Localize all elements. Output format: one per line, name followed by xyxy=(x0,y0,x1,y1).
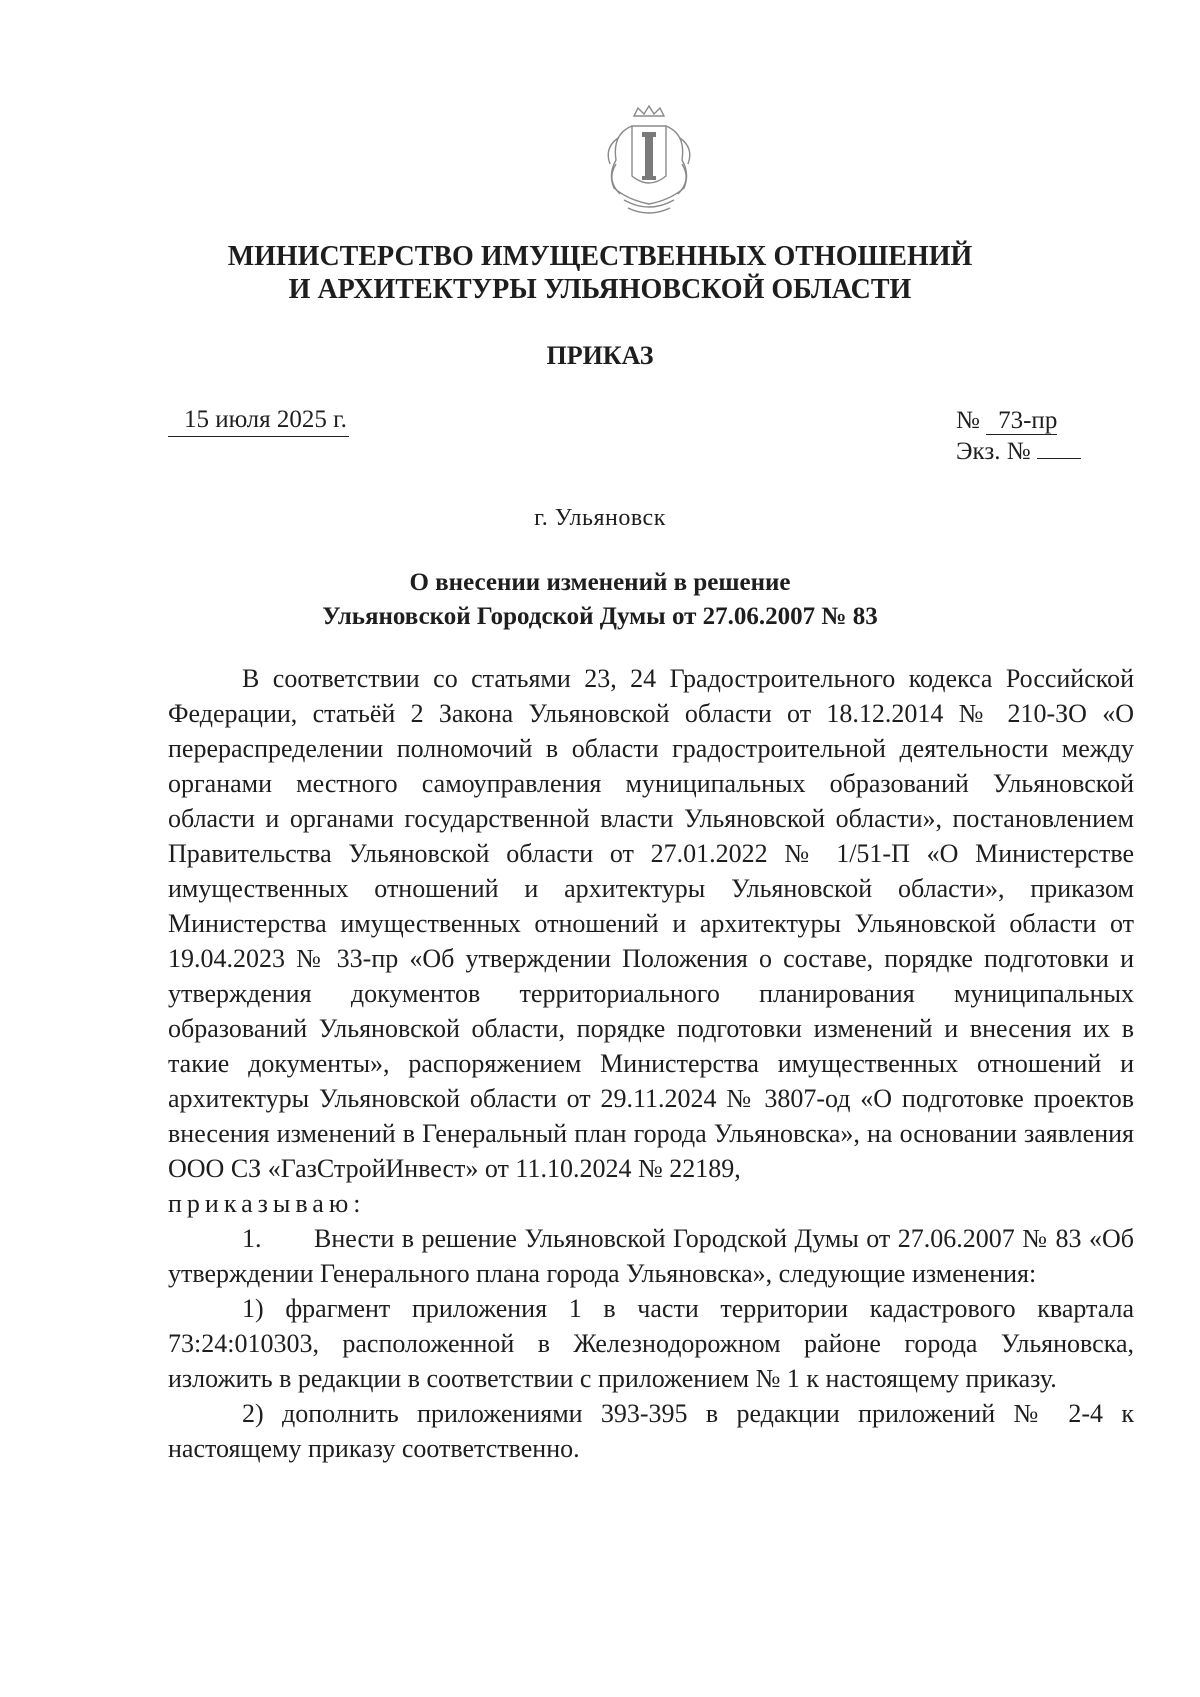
document-type: ПРИКАЗ xyxy=(546,341,654,370)
order-number xyxy=(956,405,1081,436)
subject-line2: Ульяновской Городской Думы от 27.06.2007 № 83 xyxy=(322,603,878,630)
number-label: № xyxy=(956,407,980,434)
item-1-text: Внести в решение Ульяновской Городской Думы от 27.06.2007 № 83 «Об утверждении Генерального плана города Ульяновска», следующие изменения: xyxy=(168,1224,1134,1288)
ministry-name xyxy=(0,240,1200,306)
number-value: 73-пр xyxy=(986,407,1057,435)
item-1 xyxy=(168,1221,1134,1291)
preamble-paragraph: В соответствии со статьями 23, 24 Градостроительного кодекса Российской Федерации, статьёй 2 Закона Ульяновской области от 18.12.2014 № 210-ЗО «О перераспределении полномочий в области градостроительной деятельности между органами местного самоуправления муниципальных образований Ульяновской области и органами государственной власти Ульяновской области», постановлением Правительства Ульяновской области от 27.01.2022 № 1/51-П «О Министерстве имущественных отношений и архитектуры Ульяновской области», приказом Министерства имущественных отношений и архитектуры Ульяновской области от 19.04.2023 № 33-пр «Об утверждении Положения о составе, порядке подготовки и утверждения документов территориального планирования муниципальных образований Ульяновской области, порядке подготовки изменений и внесения их в такие документы», распоряжением Министерства имущественных отношений и архитектуры Ульяновской области от 29.11.2024 № 3807-од «О подготовке проектов внесения изменений в Генеральный план города Ульяновска», на основании заявления ООО СЗ «ГазСтройИнвест» от 11.10.2024 № 22189, xyxy=(168,664,1134,1183)
item-1-subitem-2: 2) дополнить приложениями 393-395 в редакции приложений № 2-4 к настоящему приказу соответственно. xyxy=(168,1399,1134,1463)
document-body xyxy=(168,661,1134,1466)
ministry-name-line2: И АРХИТЕКТУРЫ УЛЬЯНОВСКОЙ ОБЛАСТИ xyxy=(288,274,912,305)
subject-line1: О внесении изменений в решение xyxy=(409,569,791,596)
city: г. Ульяновск xyxy=(534,505,666,531)
order-date: 15 июля 2025 г. xyxy=(168,405,349,437)
decree-word: приказываю: xyxy=(168,1189,366,1218)
copy-number-blank xyxy=(1037,436,1081,459)
copy-label: Экз. № xyxy=(956,438,1031,465)
item-1-subitem-1: 1) фрагмент приложения 1 в части территории кадастрового квартала 73:24:010303, расположенной в Железнодорожном районе города Ульяновска, изложить в редакции в соответствии с приложением № 1 к настоящему приказу. xyxy=(168,1294,1134,1393)
order-number-block xyxy=(956,405,1081,467)
ministry-name-line1: МИНИСТЕРСТВО ИМУЩЕСТВЕННЫХ ОТНОШЕНИЙ xyxy=(227,241,973,272)
copy-number xyxy=(956,436,1081,467)
order-subject xyxy=(0,566,1200,634)
ulyanovsk-coat-of-arms-icon xyxy=(594,104,704,220)
item-1-number: 1. xyxy=(242,1224,262,1253)
